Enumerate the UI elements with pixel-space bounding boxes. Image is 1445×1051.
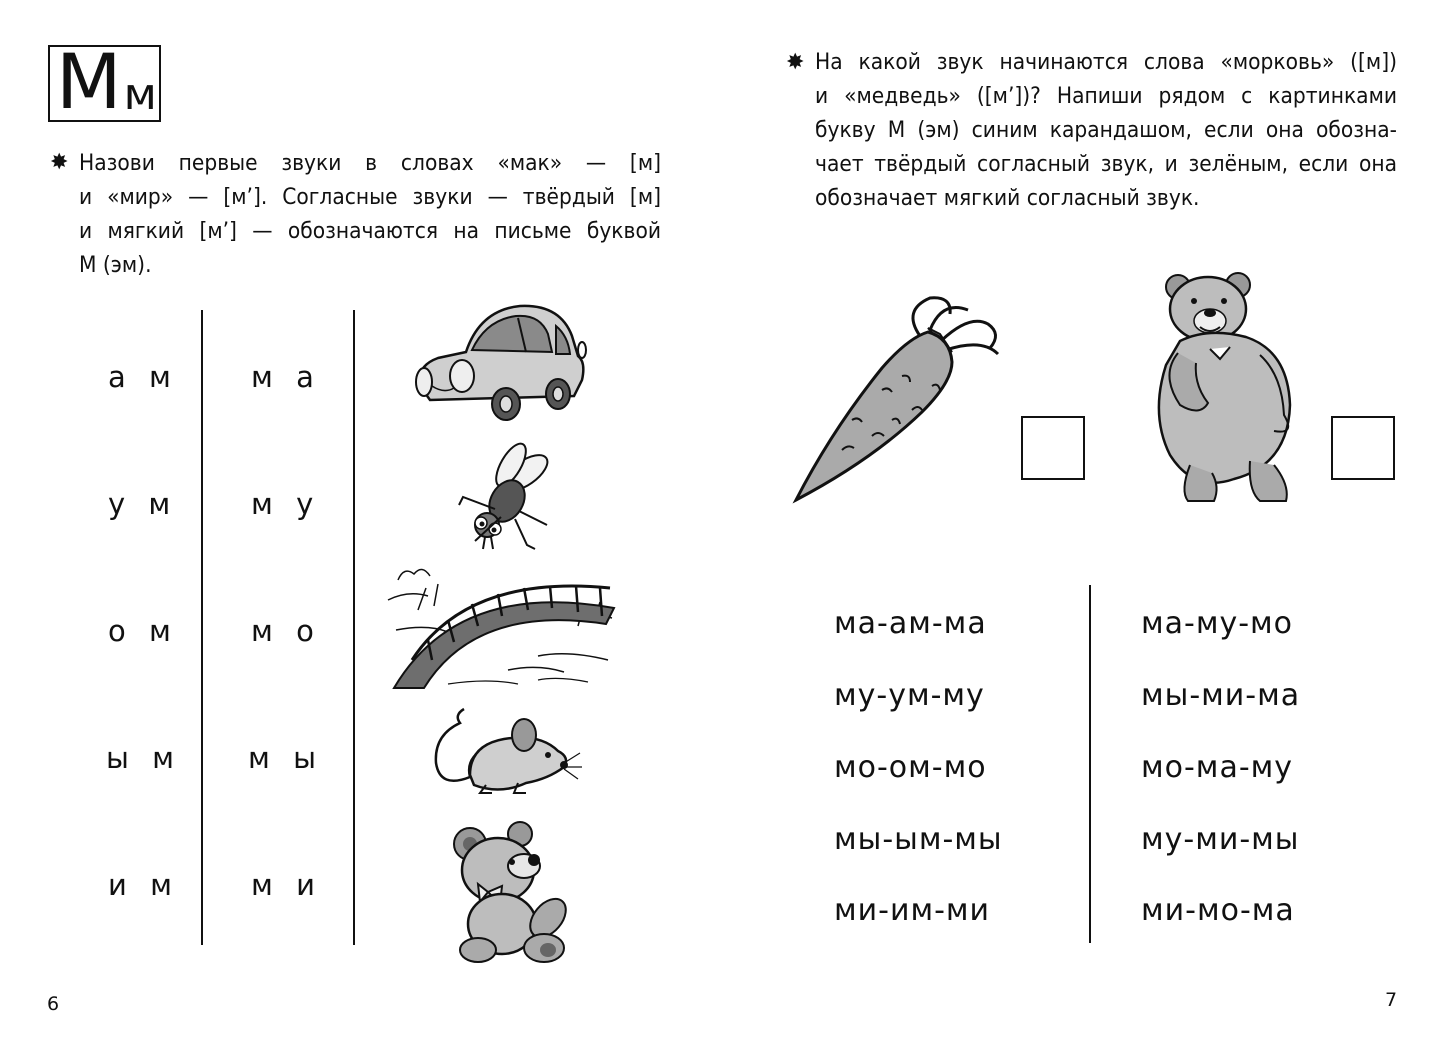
column-divider	[1089, 585, 1091, 943]
syllable-chain: ми-мо-ма	[1141, 893, 1295, 928]
syllable: м а	[251, 360, 321, 394]
page-number-left: 6	[47, 993, 60, 1015]
page-number-right: 7	[1385, 989, 1398, 1011]
bridge-icon	[388, 560, 616, 690]
left-task-line: Назови первые звуки в словах «мак» — [м]	[79, 150, 661, 176]
teddy-bear-icon	[448, 822, 588, 964]
syllable-chain: му-ми-мы	[1141, 822, 1300, 857]
syllable-chain: ми-им-ми	[834, 893, 991, 928]
left-task-line: и мягкий [м’] — обозначаются на письме буквой	[79, 218, 661, 244]
syllable: ы м	[106, 741, 181, 775]
right-task-line: чает твёрдый согласный звук, и зелёным, если она	[815, 151, 1397, 177]
left-task-line: и «мир» — [м’]. Согласные звуки — твёрдый [м]	[79, 184, 661, 210]
syllable-chain: мо-ом-мо	[834, 750, 987, 785]
letter-lower: м	[123, 69, 157, 120]
syllable: м ы	[248, 741, 323, 775]
car-icon	[410, 296, 590, 424]
bear-icon	[1150, 265, 1296, 507]
syllable-chain: мо-ма-му	[1141, 750, 1294, 785]
left-task-text	[79, 146, 661, 282]
answer-box-bear[interactable]	[1331, 416, 1395, 480]
carrot-icon	[792, 290, 1018, 504]
letter-upper: М	[56, 37, 122, 126]
syllable: м о	[251, 614, 321, 648]
syllable: а м	[108, 360, 178, 394]
mouse-icon	[430, 705, 584, 797]
syllable-chain: му-ум-му	[834, 678, 985, 713]
syllable: у м	[108, 487, 178, 521]
right-task-text	[815, 45, 1397, 215]
syllable: и м	[108, 868, 179, 902]
syllable: м у	[251, 487, 321, 521]
syllable-chain: ма-му-мо	[1141, 606, 1294, 641]
syllable-chain: мы-ми-ма	[1141, 678, 1301, 713]
letter-heading-box	[48, 37, 161, 126]
column-divider	[201, 310, 203, 945]
syllable: о м	[108, 614, 178, 648]
syllable-chain: мы-ым-мы	[834, 822, 1003, 857]
task-star-icon: ✸	[786, 50, 805, 75]
left-task-line: М (эм).	[79, 252, 152, 278]
right-task-line: обозначает мягкий согласный звук.	[815, 185, 1200, 211]
right-task-line: и «медведь» ([м’])? Напиши рядом с картинками	[815, 83, 1397, 109]
right-task-line: На какой звук начинаются слова «морковь» ([м])	[815, 49, 1397, 75]
task-star-icon: ✸	[50, 150, 69, 175]
right-task-line: букву М (эм) синим карандашом, если она обозна-	[815, 117, 1397, 143]
column-divider	[353, 310, 355, 945]
fly-icon	[455, 445, 555, 553]
syllable: м и	[251, 868, 322, 902]
answer-box-carrot[interactable]	[1021, 416, 1085, 480]
syllable-chain: ма-ам-ма	[834, 606, 987, 641]
